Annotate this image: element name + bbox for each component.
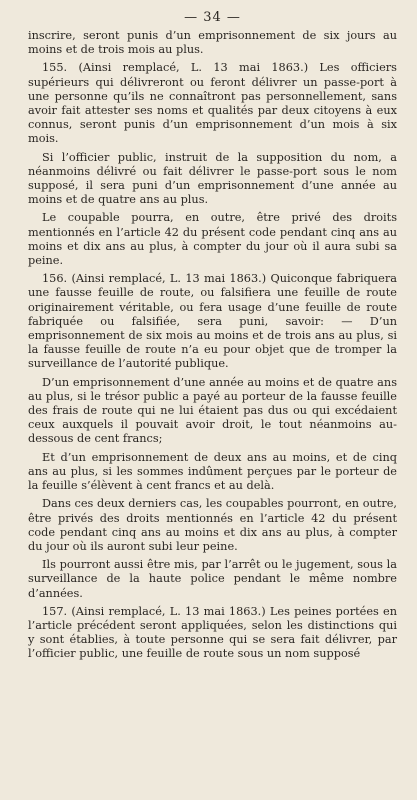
paragraph: 156. (Ainsi remplacé, L. 13 mai 1863.) Quiconque fabriquera une fausse feuille de route, ou falsifiera une feuille de route originairement véritable, ou fera usage d’une feuille de route fabriquée ou falsifiée, sera puni, savoir: — D’un emprisonnement de six mois au moins et de trois ans au plus, si la fausse feuille de route n’a eu pour objet que de tromper la surveillance de l’autorité publique. xyxy=(28,272,397,371)
page-number: — 34 — xyxy=(184,10,241,25)
body-text xyxy=(28,29,397,662)
paragraph: 157. (Ainsi remplacé, L. 13 mai 1863.) Les peines portées en l’article précédent seront appliquées, selon les distinctions qui y sont établies, à toute personne qui se sera fait délivrer, par l’officier public, une feuille de route sous un nom supposé xyxy=(28,604,397,661)
paragraph: D’un emprisonnement d’une année au moins et de quatre ans au plus, si le trésor public a payé au porteur de la fausse feuille des frais de route qui ne lui étaient pas dus ou qui excédaient ceux auxquels il pouvait avoir droit, le tout néanmoins au-dessous de cent francs; xyxy=(28,375,397,446)
paragraph: Dans ces deux derniers cas, les coupables pourront, en outre, être privés des droits mentionnés en l’article 42 du présent code pendant cinq ans au moins et dix ans au plus, à compter du jour où ils auront subi leur peine. xyxy=(28,497,397,553)
paragraph: Si l’officier public, instruit de la supposition du nom, a néanmoins délivré ou fait délivrer le passe-port sous le nom supposé, il sera puni d’un emprisonnement d’une année au moins et de quatre ans au plus. xyxy=(28,150,397,207)
paragraph: inscrire, seront punis d’un emprisonnement de six jours au moins et de trois mois au plus. xyxy=(28,29,397,57)
paragraph: Ils pourront aussi être mis, par l’arrêt ou le jugement, sous la surveillance de la haute police pendant le même nombre d’années. xyxy=(28,558,397,600)
paragraph: 155. (Ainsi remplacé, L. 13 mai 1863.) Les officiers supérieurs qui délivreront ou feront délivrer un passe-port à une personne qu’ils ne connaîtront pas personnellement, sans avoir fait attester ses noms et qualités par deux citoyens à eux connus, seront punis d’un emprisonnement d’un mois à six mois. xyxy=(28,61,397,146)
paragraph: Et d’un emprisonnement de deux ans au moins, et de cinq ans au plus, si les sommes indûment perçues par le porteur de la feuille s’élèvent à cent francs et au delà. xyxy=(28,450,397,493)
paragraph: Le coupable pourra, en outre, être privé des droits mentionnés en l’article 42 du présent code pendant cinq ans au moins et dix ans au plus, à compter du jour où il aura subi sa peine. xyxy=(28,211,397,268)
